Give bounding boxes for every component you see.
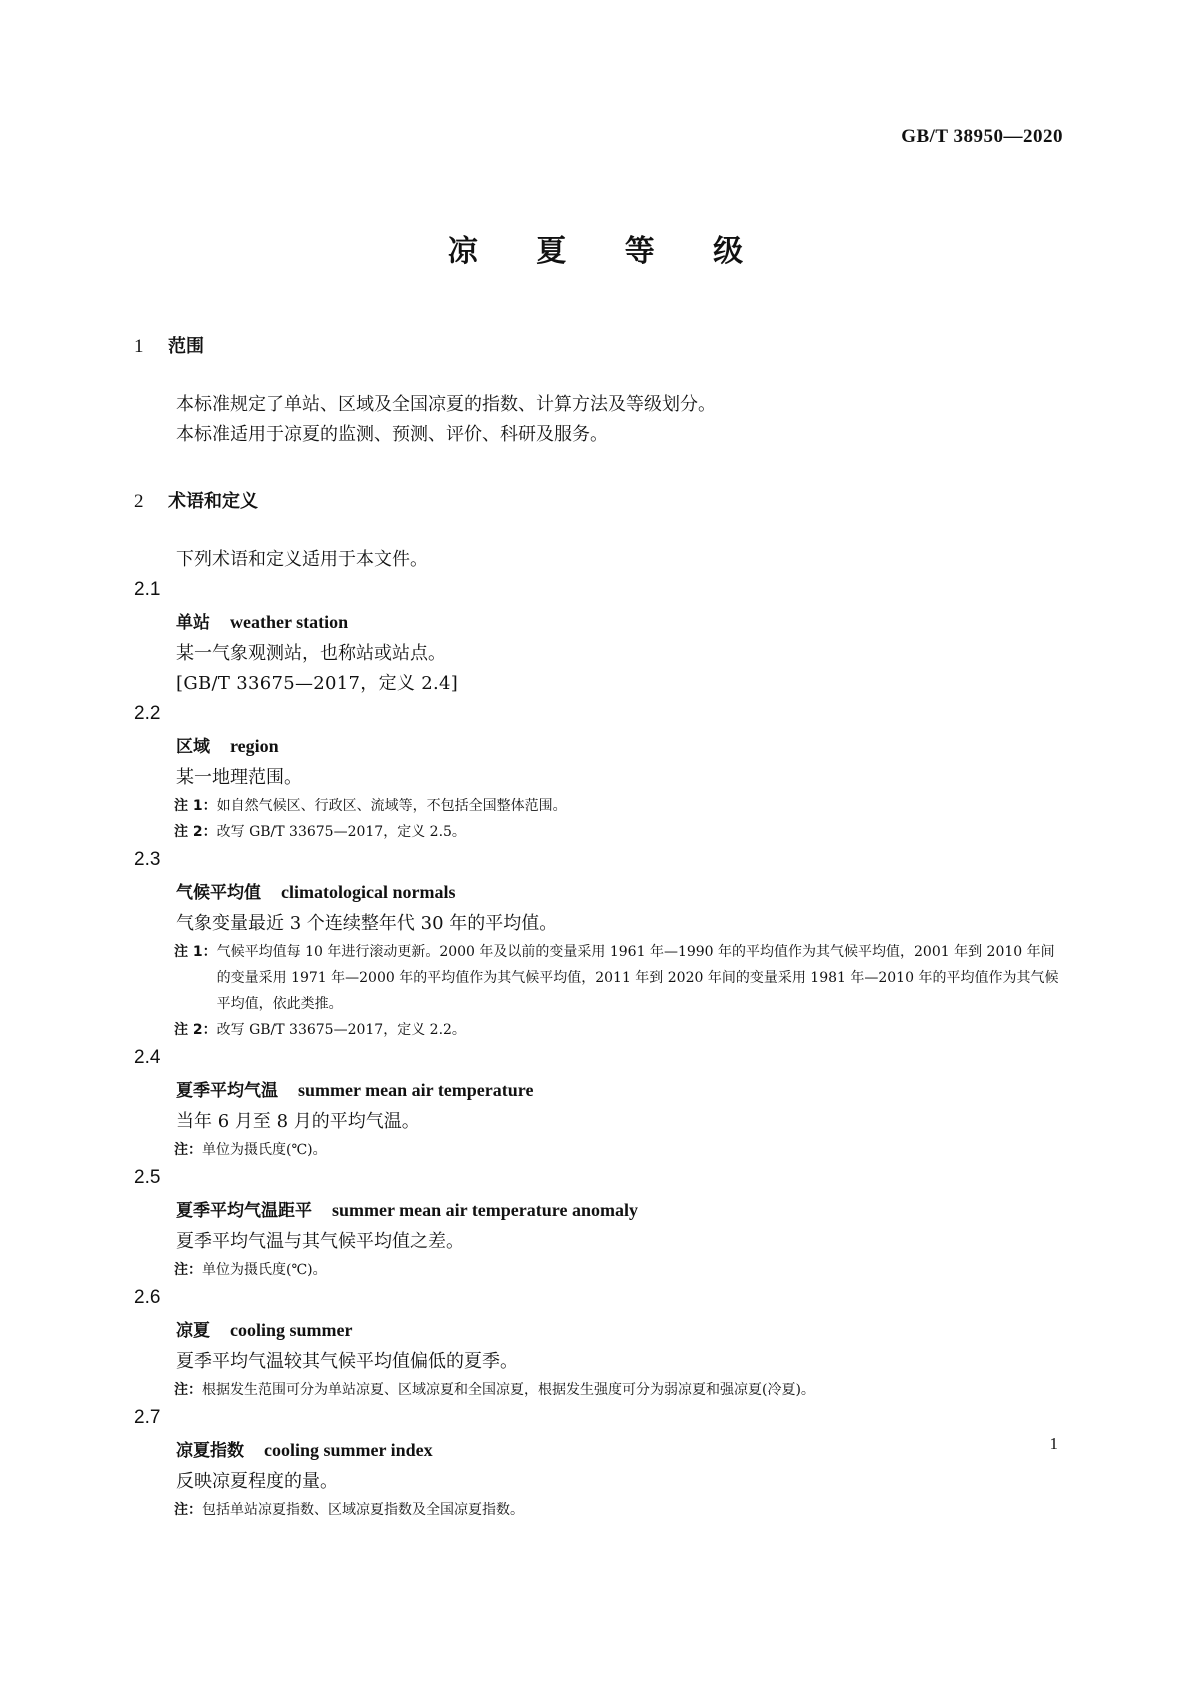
- note-label: 注：: [174, 1262, 202, 1278]
- clause-number: 2.5: [134, 1167, 161, 1188]
- document-title: 凉 夏 等 级: [447, 234, 768, 269]
- term-source: [GB/T 33675—2017，定义 2.4]: [176, 673, 459, 694]
- term-entry: [134, 875, 1064, 909]
- term-zh: 夏季平均气温: [176, 1081, 278, 1101]
- page-number: 1: [1049, 1434, 1058, 1453]
- note-label: 注 2：: [174, 824, 217, 840]
- note-text: 包括单站凉夏指数、区域凉夏指数及全国凉夏指数。: [202, 1502, 524, 1518]
- term-definition: 夏季平均气温与其气候平均值之差。: [176, 1231, 464, 1252]
- term-entry: [134, 729, 1064, 763]
- term-en: cooling summer index: [264, 1440, 433, 1460]
- clause-number: 2.4: [134, 1047, 161, 1068]
- standard-number: GB/T 38950—2020: [901, 126, 1063, 147]
- term-note: [134, 1137, 1064, 1163]
- term-note: [134, 1257, 1064, 1283]
- clause-number: 2.7: [134, 1407, 161, 1428]
- term-definition: 当年 6 月至 8 月的平均气温。: [176, 1111, 420, 1132]
- note-text: 气候平均值每 10 年进行滚动更新。2000 年及以前的变量采用 1961 年—1990 年的平均值作为其气候平均值，2001 年到 2010 年间的变量采用 1971 年—2000 年的平均值作为其气候平均值，2011 年到 2020 年间的变量采用 1981 年—2010 年的平均值作为其气候平均值，依此类推。: [216, 944, 1059, 1012]
- term-en: climatological normals: [281, 882, 456, 902]
- term-note: [134, 793, 1064, 819]
- note-label: 注 1：: [174, 798, 217, 814]
- term-note: [134, 939, 1064, 1017]
- clause-number: 2.1: [134, 579, 161, 600]
- term-zh: 凉夏: [176, 1321, 210, 1341]
- term-note: [134, 1377, 1064, 1403]
- clause-number: 2.3: [134, 849, 161, 870]
- paragraph: 本标准适用于凉夏的监测、预测、评价、科研及服务。: [176, 424, 608, 445]
- chapter-title: 术语和定义: [168, 491, 258, 512]
- note-label: 注 2：: [174, 1022, 217, 1038]
- term-entry: [134, 1193, 1064, 1227]
- term-definition: 夏季平均气温较其气候平均值偏低的夏季。: [176, 1351, 518, 1372]
- chapter-heading-scope: [134, 332, 1064, 362]
- note-text: 单位为摄氏度(℃)。: [202, 1142, 327, 1158]
- term-en: cooling summer: [230, 1320, 353, 1340]
- note-label: 注：: [174, 1382, 202, 1398]
- paragraph: 本标准规定了单站、区域及全国凉夏的指数、计算方法及等级划分。: [176, 394, 716, 415]
- note-label: 注 1：: [174, 944, 217, 960]
- term-zh: 气候平均值: [176, 883, 261, 903]
- chapter-number: 1: [134, 336, 144, 357]
- clause-number: 2.6: [134, 1287, 161, 1308]
- note-text: 改写 GB/T 33675—2017，定义 2.5。: [216, 824, 466, 840]
- term-zh: 单站: [176, 613, 210, 633]
- term-entry: [134, 605, 1064, 639]
- note-text: 如自然气候区、行政区、流域等，不包括全国整体范围。: [216, 798, 567, 814]
- note-text: 根据发生范围可分为单站凉夏、区域凉夏和全国凉夏，根据发生强度可分为弱凉夏和强凉夏(冷夏)。: [202, 1382, 815, 1398]
- note-label: 注：: [174, 1502, 202, 1518]
- term-zh: 凉夏指数: [176, 1441, 244, 1461]
- term-note: [134, 1497, 1064, 1523]
- term-en: summer mean air temperature anomaly: [332, 1200, 638, 1220]
- term-note: [134, 819, 1064, 845]
- term-en: region: [230, 736, 279, 756]
- term-note: [134, 1017, 1064, 1043]
- term-definition: 反映凉夏程度的量。: [176, 1471, 338, 1492]
- paragraph: 下列术语和定义适用于本文件。: [176, 549, 428, 570]
- document-body: [134, 332, 1064, 1523]
- term-definition: 某一气象观测站，也称站或站点。: [176, 643, 446, 664]
- term-definition: 某一地理范围。: [176, 767, 302, 788]
- chapter-heading-terms: [134, 487, 1064, 517]
- clause-number: 2.2: [134, 703, 161, 724]
- note-text: 单位为摄氏度(℃)。: [202, 1262, 327, 1278]
- term-definition: 气象变量最近 3 个连续整年代 30 年的平均值。: [176, 913, 558, 934]
- term-entry: [134, 1073, 1064, 1107]
- chapter-number: 2: [134, 491, 144, 512]
- term-zh: 夏季平均气温距平: [176, 1201, 312, 1221]
- note-label: 注：: [174, 1142, 202, 1158]
- note-text: 改写 GB/T 33675—2017，定义 2.2。: [216, 1022, 466, 1038]
- term-zh: 区域: [176, 737, 210, 757]
- term-en: weather station: [230, 612, 349, 632]
- term-en: summer mean air temperature: [298, 1080, 534, 1100]
- term-entry: [134, 1433, 1064, 1467]
- term-entry: [134, 1313, 1064, 1347]
- chapter-title: 范围: [168, 336, 204, 357]
